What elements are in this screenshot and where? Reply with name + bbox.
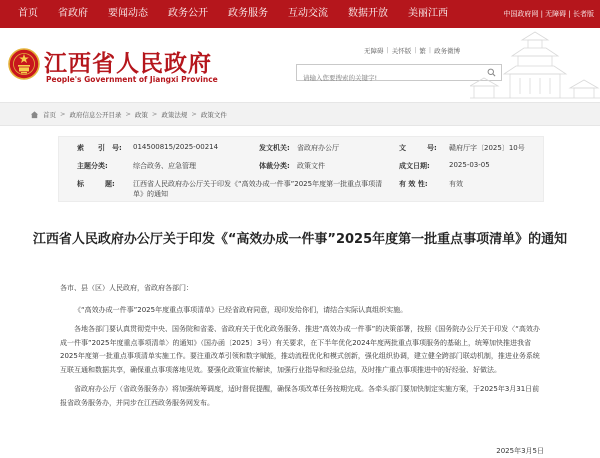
breadcrumb-separator: > [60, 110, 66, 118]
meta-row [59, 161, 545, 179]
meta-row [59, 143, 545, 161]
breadcrumb-policy-regulations[interactable]: 政策法规 [161, 110, 188, 119]
nav-item-beautiful-jiangxi[interactable]: 美丽江西 [408, 8, 448, 19]
body-paragraph: 各地各部门要认真贯彻党中央、国务院和省委、省政府关于优化政务服务、推进“高效办成一件事”的决策部署，按照《国务院办公厅关于印发〈“高效办成一件事”2025年度重点事项清单〉的通知》（国办函〔2025〕3号）有关要求，在下半年优化2024年度两批重点事项服务的基础上，统筹加快推进我省2025年度第一批重点事项清单实施工作。要注重改革引领和数字赋能，推动流程优化和模式创新，强化组织协调，建立健全跨部门联动机制，推进业务系统互联互通和数据共享，确保重点事项落地见效。要强化政策宣传解读，加强行业指导和经验总结，及时推广重点事项推进中的好经验、好做法。 [60, 325, 540, 374]
nav-item-open-data[interactable]: 数据开放 [348, 8, 388, 19]
separator: | [428, 46, 432, 54]
home-icon [30, 110, 39, 119]
site-title: 江西省人民政府 [44, 50, 212, 77]
breadcrumb [0, 102, 600, 126]
search-input[interactable] [297, 71, 477, 86]
docno-label: 文 号: [399, 144, 437, 152]
accessibility-link[interactable]: 无障碍 [364, 47, 384, 55]
nav-item-home[interactable]: 首页 [18, 8, 38, 19]
header-links [364, 46, 460, 55]
index-value: 014500815/2025-00214 [133, 143, 219, 151]
document-date: 2025年3月5日 [496, 447, 544, 455]
nav-item-province-gov[interactable]: 省政府 [58, 8, 88, 19]
topic-value: 综合政务、应急管理 [133, 162, 196, 170]
separator: | [414, 46, 417, 54]
top-nav-right-links[interactable]: 中国政府网 | 无障碍 | 长者版 [503, 10, 594, 18]
topic-label: 主题分类: [77, 162, 108, 170]
breadcrumb-separator: > [191, 110, 197, 118]
validity-label: 有 效 性: [399, 180, 428, 188]
nav-item-interaction[interactable]: 互动交流 [288, 8, 328, 19]
docno-value: 赣府厅字〔2025〕10号 [449, 144, 525, 152]
title-value: 江西省人民政府办公厅关于印发《“高效办成一件事”2025年度第一批重点事项清单》的通知 [133, 180, 383, 198]
breadcrumb-gov-info-catalog[interactable]: 政府信息公开目录 [69, 110, 122, 119]
issuer-value: 省政府办公厅 [297, 144, 339, 152]
breadcrumb-policy[interactable]: 政策 [134, 110, 148, 119]
date-label: 成文日期: [399, 162, 430, 170]
site-subtitle: People's Government of Jiangxi Province [46, 75, 218, 84]
body-paragraph: 省政府办公厅（省政务服务办）将加强统筹调度，适时督促提醒，确保各项改革任务按期完成。各牵头部门要加快制定实施方案，于2025年3月31日前报省政务服务办，并同步在江西政务服务网发布。 [60, 385, 540, 407]
traditional-chinese-link[interactable]: 繁 [419, 47, 426, 55]
breadcrumb-separator: > [151, 110, 158, 118]
site-header [0, 28, 600, 102]
breadcrumb-separator: > [125, 110, 131, 118]
document-meta-table [58, 136, 544, 202]
document-body [60, 282, 546, 416]
category-value: 政策文件 [297, 162, 325, 170]
national-emblem-icon [8, 48, 40, 80]
tengwang-pavilion-illustration-icon [470, 28, 600, 102]
index-label: 索 引 号: [77, 144, 122, 152]
nav-item-gov-affairs-open[interactable]: 政务公开 [168, 8, 208, 19]
top-nav [0, 0, 600, 28]
body-paragraph: 《“高效办成一件事”2025年度重点事项清单》已经省政府同意，现印发给你们，请结合实际认真组织实施。 [74, 305, 408, 314]
title-label: 标 题: [77, 180, 115, 188]
issuer-label: 发文机关: [259, 144, 290, 152]
document-title: 江西省人民政府办公厅关于印发《“高效办成一件事”2025年度第一批重点事项清单》的通知 [32, 232, 568, 247]
gov-weibo-link[interactable]: 政务微博 [434, 47, 461, 55]
nav-item-news[interactable]: 要闻动态 [108, 8, 148, 19]
breadcrumb-policy-documents[interactable]: 政策文件 [200, 110, 227, 119]
date-value: 2025-03-05 [449, 161, 490, 169]
separator: | [386, 46, 389, 54]
nav-item-gov-services[interactable]: 政务服务 [228, 8, 268, 19]
salutation: 各市、县（区）人民政府，省政府各部门： [60, 284, 193, 292]
care-version-link[interactable]: 关怀版 [391, 47, 412, 55]
category-label: 体裁分类: [259, 162, 290, 170]
meta-row [59, 179, 545, 201]
breadcrumb-home[interactable]: 首页 [43, 110, 56, 119]
validity-value: 有效 [449, 180, 463, 188]
